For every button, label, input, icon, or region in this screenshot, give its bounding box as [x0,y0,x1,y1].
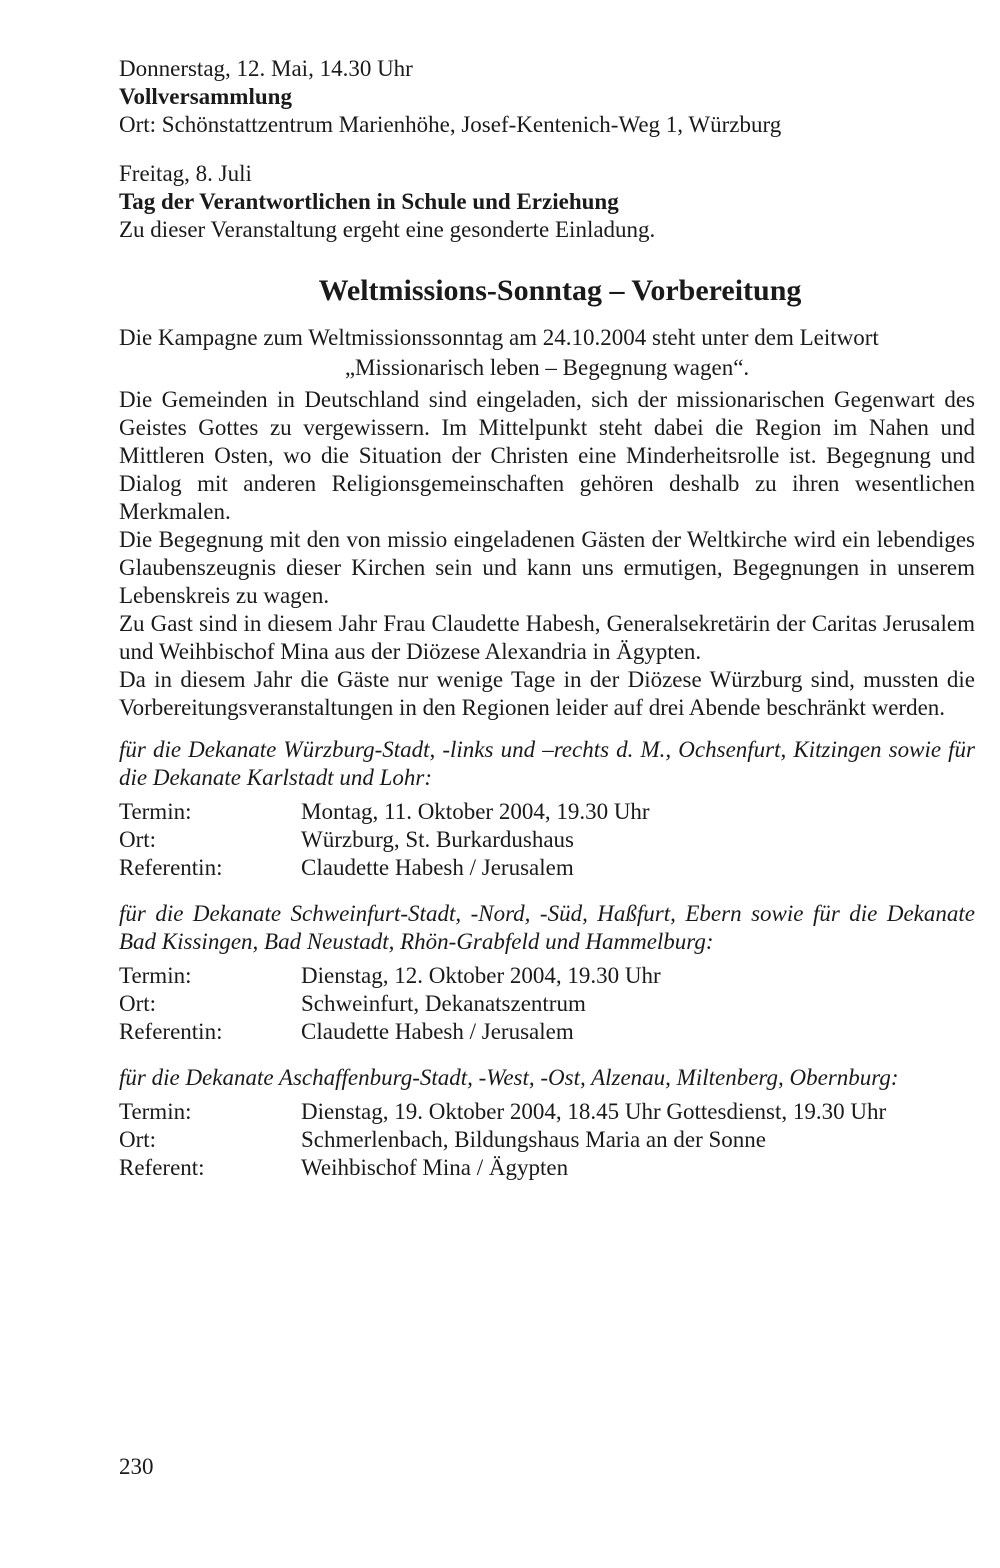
row-label: Ort: [119,991,157,1016]
page-content [119,55,975,1182]
event-title: Vollversammlung [119,84,292,109]
row-value: Weihbischof Mina / Ägypten [301,1155,569,1180]
schedule-list [119,736,975,1182]
schedule-group [119,900,975,1046]
event-location: Ort: Schönstattzentrum Marienhöhe, Josef-Kentenich-Weg 1, Würzburg [119,112,782,137]
page-number: 230 [119,1454,154,1479]
event-block [119,55,975,139]
row-label: Referentin: [119,1019,223,1044]
schedule-row-date [119,798,975,826]
schedule-row-date [119,962,975,990]
schedule-row-date [119,1098,975,1126]
row-label: Ort: [119,1127,157,1152]
row-value: Dienstag, 19. Oktober 2004, 18.45 Uhr Gottesdienst, 19.30 Uhr [301,1099,887,1124]
schedule-group-intro: für die Dekanate Schweinfurt-Stadt, -Nord, -Süd, Haßfurt, Ebern sowie für die Dekanate Bad Kissingen, Bad Neustadt, Rhön-Grabfeld und Hammelburg: [119,901,975,954]
event-date: Freitag, 8. Juli [119,161,252,186]
section-intro: Die Kampagne zum Weltmissionssonntag am 24.10.2004 steht unter dem Leitwort [119,325,879,350]
schedule-group-intro: für die Dekanate Aschaffenburg-Stadt, -West, -Ost, Alzenau, Miltenberg, Obernburg: [119,1065,899,1090]
schedule-group-intro: für die Dekanate Würzburg-Stadt, -links und –rechts d. M., Ochsenfurt, Kitzingen sowie für die Dekanate Karlstadt und Lohr: [119,737,975,790]
row-value: Dienstag, 12. Oktober 2004, 19.30 Uhr [301,963,661,988]
row-value: Claudette Habesh / Jerusalem [301,855,574,880]
body-paragraph: Die Gemeinden in Deutschland sind eingeladen, sich der missionarischen Gegenwart des Geistes Gottes zu vergewissern. Im Mittelpunkt steht dabei die Region im Nahen und Mittleren Osten, wo die Situation der Christen eine Minderheitsrolle ist. Begegnung und Dialog mit anderen Religionsgemeinschaften gehören deshalb zu ihren wesentlichen Merkmalen. [119,387,975,524]
schedule-group [119,736,975,882]
event-block [119,160,975,244]
row-label: Referent: [119,1155,205,1180]
schedule-row-speaker [119,854,975,882]
schedule-row-place [119,990,975,1018]
event-title: Tag der Verantwortlichen in Schule und Erziehung [119,189,619,214]
row-value: Schweinfurt, Dekanatszentrum [301,991,586,1016]
section-heading: Weltmissions-Sonntag – Vorbereitung [318,274,802,307]
section-motto: „Missionarisch leben – Begegnung wagen“. [344,355,750,380]
body-paragraph: Zu Gast sind in diesem Jahr Frau Claudette Habesh, Generalsekretärin der Caritas Jerusalem und Weihbischof Mina aus der Diözese Alexandria in Ägypten. [119,611,975,664]
schedule-row-place [119,826,975,854]
event-date: Donnerstag, 12. Mai, 14.30 Uhr [119,56,413,81]
schedule-row-speaker [119,1018,975,1046]
row-value: Montag, 11. Oktober 2004, 19.30 Uhr [301,799,650,824]
section-body [119,386,975,722]
row-label: Termin: [119,1099,192,1124]
schedule-row-place [119,1126,975,1154]
body-paragraph: Da in diesem Jahr die Gäste nur wenige Tage in der Diözese Würzburg sind, mussten die Vorbereitungsveranstaltungen in den Regionen leider auf drei Abende beschränkt werden. [119,667,975,720]
row-value: Würzburg, St. Burkardushaus [301,827,574,852]
schedule-group [119,1064,975,1182]
row-label: Termin: [119,963,192,988]
event-note: Zu dieser Veranstaltung ergeht eine gesonderte Einladung. [119,217,656,242]
row-label: Termin: [119,799,192,824]
row-value: Schmerlenbach, Bildungshaus Maria an der Sonne [301,1127,766,1152]
row-label: Referentin: [119,855,223,880]
schedule-row-speaker [119,1154,975,1182]
row-value: Claudette Habesh / Jerusalem [301,1019,574,1044]
body-paragraph: Die Begegnung mit den von missio eingeladenen Gästen der Weltkirche wird ein lebendiges Glaubenszeugnis dieser Kirchen sein und kann uns ermutigen, Begegnungen in unserem Lebenskreis zu wagen. [119,527,975,608]
row-label: Ort: [119,827,157,852]
